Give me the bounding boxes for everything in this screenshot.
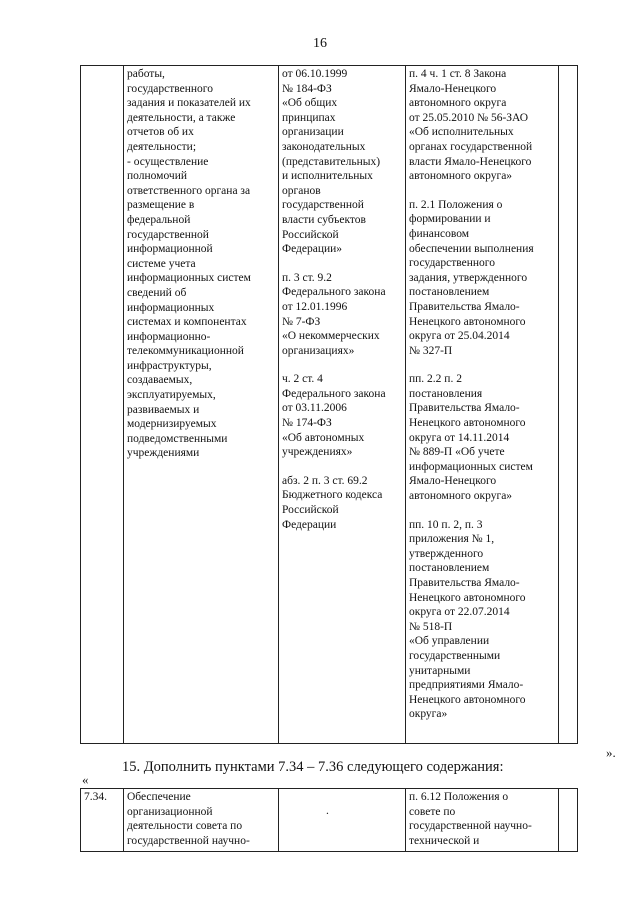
cell-text-line: Российской [282,228,339,241]
cell-text-line: органов [282,184,321,197]
cell-text-line: (представительных) [282,155,381,168]
cell-text-line: № 889-П «Об учете [409,446,505,459]
cell-text-line: автономного округа» [409,490,513,503]
cell-text-line: п. 2.1 Положения о [409,198,503,211]
cell-text-line: информационной [127,243,213,256]
cell-text-line: п. 4 ч. 1 ст. 8 Закона [409,68,507,80]
cell-text-line: «Об общих [282,97,338,110]
cell-text-line: п. 6.12 Положения о [409,791,509,803]
cell-text-line: модернизируемых [127,418,217,431]
cell-text-line: постановлением [409,562,490,575]
cell-text-line: деятельности; [127,140,197,153]
cell-text-line: - осуществление [127,155,209,168]
cell-text-line: системе учета [127,257,196,270]
cell-text-line: государственной [282,199,364,212]
num-cell [81,66,124,744]
item-number: 7.34. [84,791,107,803]
cell-text-line: № 327-П [409,344,453,357]
cell-text-line: ответственного органа за [127,184,251,197]
cell-text-line: автономного округа [409,97,507,110]
cell-text-line: власти субъектов [282,213,366,226]
amendment-paragraph: 15. Дополнить пунктами 7.34 – 7.36 следующего содержания: [122,759,504,775]
regional-law-cell [406,789,559,852]
cell-text-line: Ненецкого автономного [409,693,526,706]
cell-text-line: унитарными [409,664,471,677]
table-row [81,789,578,852]
cell-text-line: № 7-ФЗ [282,315,321,328]
cell-text-line: округа от 14.11.2014 [409,431,510,444]
cell-text-line: и исполнительных [282,170,373,183]
cell-text-line: Ненецкого автономного [409,315,526,328]
cell-text-line: технической и [409,834,480,847]
cell-text-line: п. 3 ст. 9.2 [282,271,332,284]
cell-text-line: полномочий [127,170,187,183]
cell-text-line: принципах [282,111,336,124]
cell-text-line: Правительства Ямало- [409,402,520,415]
cell-text-line: Правительства Ямало- [409,577,520,589]
text-cell [124,789,279,852]
cell-text-line: подведомственными [127,432,228,445]
text-cell [124,66,279,744]
cell-text-line: задания, утвержденного [409,271,528,284]
cell-text-line: эксплуатируемых, [127,389,216,402]
cell-text-line: Федерации [282,518,337,531]
cell-text-line: Обеспечение [127,791,191,803]
cell-text-line: Ямало-Ненецкого [409,475,497,488]
cell-text-line: Правительства Ямало- [409,300,520,313]
cell-text-line: системах и компонентах [127,316,247,329]
cell-text-line: Федерального закона [282,286,386,299]
cell-text-line: совете по [409,805,456,818]
paragraph-gap [282,358,402,372]
cell-text-line: телекоммуникационной [127,345,244,358]
cell-text-line: учреждениями [127,447,200,460]
item-number-cell [81,789,124,852]
cell-text-line: размещение в [127,199,195,212]
cell-text-line: от 06.10.1999 [282,68,348,80]
cell-text-line: Российской [282,504,339,517]
cell-text-line: сведений об [127,286,187,299]
continued-table [80,65,578,744]
regional-law-cell [406,66,559,744]
cell-text-line: учреждениях» [282,446,353,459]
cell-text-line: работы, [127,68,165,80]
cell-text-line: организационной [127,805,213,818]
cell-text-line: постановления [409,387,483,400]
cell-text-line: № 184-ФЗ [282,82,332,95]
paragraph-gap [282,257,402,271]
cell-text-line: информационных [127,301,215,314]
stray-mark: . [326,805,329,817]
cell-text-line: государственной научно- [127,834,250,847]
cell-text-line: от 03.11.2006 [282,402,347,415]
cell-text-line: приложения № 1, [409,533,495,546]
paragraph-gap [409,184,555,198]
cell-text-line: государственного [127,82,213,95]
cell-text-line: «Об управлении [409,635,490,648]
cell-text-line: «Об автономных [282,431,365,444]
cell-text-line: органах государственной [409,140,533,153]
cell-text-line: деятельности, а также [127,111,236,124]
paragraph-gap [409,504,555,518]
cell-text-line: задания и показателей их [127,97,251,110]
page-number: 16 [313,36,327,51]
cell-text-line: № 174-ФЗ [282,417,332,430]
paragraph-gap [282,460,402,474]
federal-law-cell [279,789,406,852]
cell-text-line: постановлением [409,286,490,299]
new-items-table [80,788,578,852]
cell-text-line: предприятиями Ямало- [409,679,524,692]
cell-text-line: государственного [409,257,495,270]
cell-text-line: «Об исполнительных [409,126,514,139]
cell-text-line: Ненецкого автономного [409,417,526,430]
empty-cell [559,789,578,852]
cell-text-line: государственными [409,649,501,662]
cell-text-line: ч. 2 ст. 4 [282,373,323,386]
cell-text-line: власти Ямало-Ненецкого [409,155,532,168]
cell-text-line: инфраструктуры, [127,359,212,372]
cell-text-line: информационных систем [127,272,251,285]
table-row [81,66,578,744]
cell-text-line: Бюджетного кодекса [282,489,383,502]
federal-law-cell [279,66,406,744]
cell-text-line: формировании и [409,213,491,226]
cell-text-line: № 518-П [409,620,453,633]
cell-text-line: финансовом [409,227,470,240]
cell-text-line: развиваемых и [127,403,200,416]
cell-text-line: информационных систем [409,460,533,473]
cell-text-line: организации [282,126,344,139]
paragraph-gap [409,358,555,372]
cell-text-line: Ненецкого автономного [409,591,526,604]
cell-text-line: «О некоммерческих [282,330,380,343]
cell-text-line: организациях» [282,344,355,357]
closing-quote: ». [606,745,616,760]
cell-text-line: автономного округа» [409,170,513,183]
cell-text-line: государственной [127,228,209,241]
cell-text-line: от 25.05.2010 № 56-ЗАО [409,111,529,124]
cell-text-line: Ямало-Ненецкого [409,82,497,95]
cell-text-line: обеспечении выполнения [409,242,534,255]
cell-text-line: деятельности совета по [127,820,243,833]
cell-text-line: от 12.01.1996 [282,300,348,313]
cell-text-line: пп. 10 п. 2, п. 3 [409,518,483,531]
cell-text-line: пп. 2.2 п. 2 [409,373,462,386]
cell-text-line: округа от 25.04.2014 [409,330,510,343]
cell-text-line: государственной научно- [409,820,532,833]
cell-text-line: Федерального закона [282,387,386,400]
cell-text-line: отчетов об их [127,126,194,139]
cell-text-line: округа» [409,708,448,721]
cell-text-line: информационно- [127,330,211,343]
cell-text-line: Федерации» [282,243,343,256]
opening-quote: « [82,772,89,787]
cell-text-line: абз. 2 п. 3 ст. 69.2 [282,474,368,487]
empty-cell [559,66,578,744]
cell-text-line: создаваемых, [127,374,193,387]
cell-text-line: законодательных [282,140,366,153]
cell-text-line: федеральной [127,213,191,226]
cell-text-line: округа от 22.07.2014 [409,606,510,619]
cell-text-line: утвержденного [409,547,484,560]
